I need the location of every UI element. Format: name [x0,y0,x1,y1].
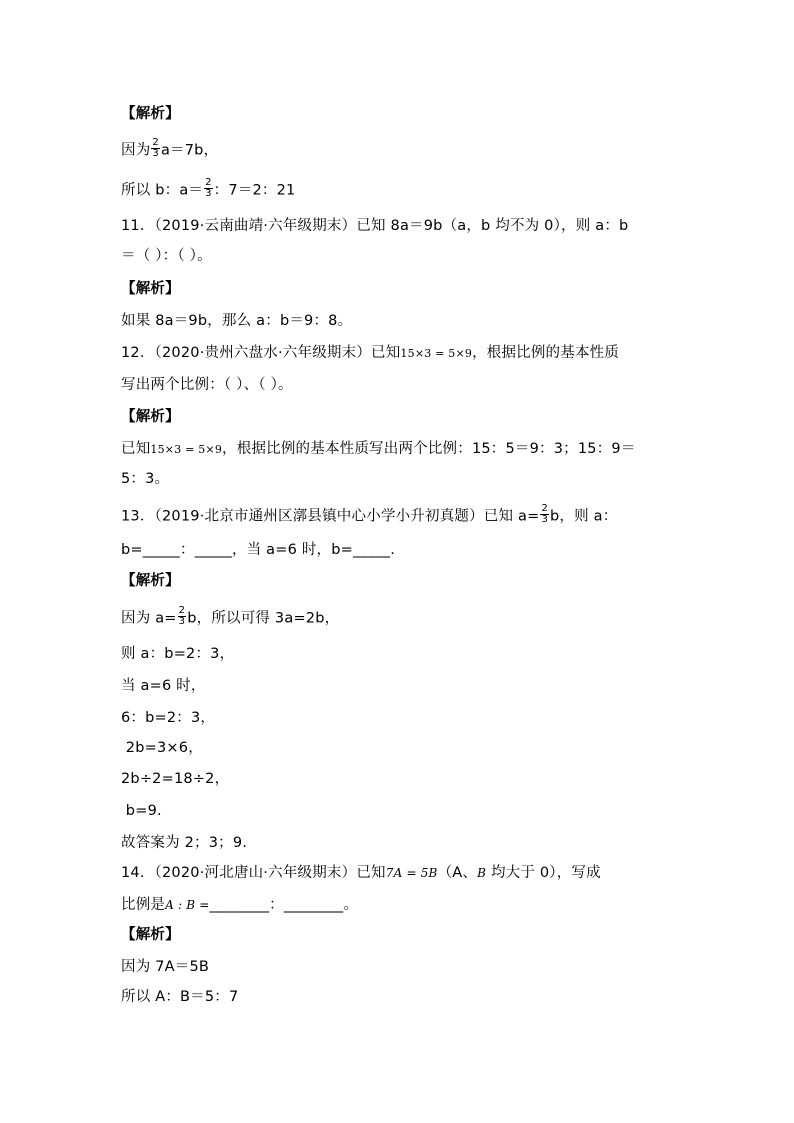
fraction: $\frac{2}{3}$ [205,177,212,199]
solution-line: 2b=3×6， [121,740,203,756]
question-12-line-1: 12．（2020·贵州六盘水·六年级期末）已知15×3 = 5×9，根据比例的基本性质 [121,345,620,361]
solution-line: 因为 7A＝5B [121,959,210,975]
analysis-heading: 【解析】 [121,281,180,297]
solution-line: 已知15×3 = 5×9，根据比例的基本性质写出两个比例：15：5＝9：3；15：9＝ [121,441,636,457]
equation: 7A = 5B [385,866,438,880]
solution-line: 当 a=6 时， [121,678,206,694]
answer-line: 故答案为 2；3；9. [121,835,248,851]
solution-line: 因为 a= $\frac{2}{3}$ b，所以可得 3a=2b， [121,605,340,627]
solution-line: 所以 A：B＝5：7 [121,989,239,1005]
analysis-heading: 【解析】 [121,106,180,122]
solution-line: 所以 b：a＝ $\frac{2}{3}$ ：7＝2：21 [121,177,296,199]
equation: 15×3 = 5×9 [400,347,473,360]
question-12-line-2: 写出两个比例：（ ）、（ ）。 [121,377,293,393]
question-14-line-2: 比例是A : B =________：________。 [121,897,359,913]
fraction: $\frac{2}{3}$ [541,503,549,525]
solution-line: 2b÷2=18÷2， [121,771,230,787]
solution-line: 如果 8a＝9b，那么 a：b＝9：8。 [121,313,353,329]
fraction: $\frac{2}{3}$ [178,605,186,627]
solution-line: b=9. [121,803,162,819]
solution-line: 5：3。 [121,471,170,487]
solution-line: 因为 $\frac{2}{3}$ a＝7b， [121,137,219,159]
question-11-line-2: ＝（ ）：（ ）。 [121,248,212,264]
question-13-line-1: 13．（2019·北京市通州区漷县镇中心小学小升初真题）已知 a= $\frac{2}{3}$ b，则 a： [121,503,618,525]
question-13-line-2: b=_____：_____，当 a=6 时，b=_____. [121,542,396,558]
analysis-heading: 【解析】 [121,409,180,425]
solution-line: 6：b=2：3， [121,710,216,726]
fraction: $\frac{2}{3}$ [152,137,159,159]
analysis-heading: 【解析】 [121,927,180,943]
ratio-expression: A : B = [165,898,210,912]
analysis-heading: 【解析】 [121,573,180,589]
solution-line: 则 a：b=2：3， [121,646,235,662]
question-11-line-1: 11．（2019·云南曲靖·六年级期末）已知 8a＝9b（a，b 均不为 0），则 a：b [121,218,629,234]
equation: 15×3 = 5×9 [150,443,223,456]
question-14-line-1: 14．（2020·河北唐山·六年级期末）已知7A = 5B（A、B 均大于 0），写成 [121,865,601,881]
